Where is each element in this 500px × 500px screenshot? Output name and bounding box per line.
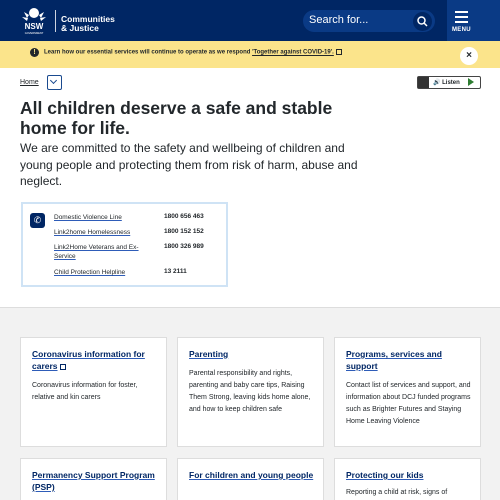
listen-text: Listen: [442, 80, 460, 86]
card-title-children[interactable]: For children and young people: [189, 470, 314, 480]
card-body-protecting: Reporting a child at risk, signs of: [346, 489, 448, 496]
alert-icon: !: [30, 48, 39, 57]
brand-line-2: & Justice: [61, 23, 99, 33]
svg-text:NSW: NSW: [24, 22, 44, 31]
contact-label-homelessness[interactable]: Link2home Homelessness: [54, 229, 131, 236]
card-title-coronavirus[interactable]: [32, 348, 160, 372]
card-title-permanency[interactable]: Permanency Support Program (PSP): [32, 470, 155, 492]
external-link-icon: [60, 364, 66, 370]
external-link-icon: [336, 49, 342, 55]
card-body-coronavirus: Coronavirus information for foster, relative and kin carers: [32, 382, 138, 401]
close-alert-button[interactable]: ×: [460, 47, 478, 65]
contact-label-veterans[interactable]: Link2Home Veterans and Ex-Service: [54, 244, 139, 260]
brand-name[interactable]: [61, 15, 115, 33]
contact-label-child-protection[interactable]: Child Protection Helpline: [54, 269, 126, 276]
card-title-parenting[interactable]: Parenting: [189, 349, 229, 359]
contact-number-child-protection: 13 2111: [164, 268, 187, 275]
card-body-programs: Contact list of services and support, and information about DCJ funded programs such as Brighter Futures and Staying Home Leaving Violence: [346, 382, 471, 425]
logo-divider: [55, 10, 56, 32]
contact-label-domestic-violence[interactable]: Domestic Violence Line: [54, 214, 122, 221]
phone-icon: ✆: [30, 213, 45, 228]
search-placeholder: Search for...: [309, 14, 369, 26]
search-button[interactable]: [413, 12, 432, 31]
alert-text: Learn how our essential services will continue to operate as we respond: [44, 49, 253, 56]
brand-line-1: Communities: [61, 14, 115, 24]
contact-number-homelessness: 1800 152 152: [164, 228, 204, 235]
contact-number-veterans: 1800 326 989: [164, 243, 204, 250]
page-title: All children deserve a safe and stable home for life.: [20, 98, 333, 138]
search-icon: [413, 12, 432, 31]
play-icon[interactable]: [468, 78, 474, 86]
card-title-text: Coronavirus information for carers: [32, 349, 145, 371]
readspeaker-menu-icon[interactable]: [418, 77, 429, 88]
svg-text:GOVERNMENT: GOVERNMENT: [24, 32, 44, 35]
hamburger-icon: [455, 11, 468, 26]
menu-label: MENU: [452, 27, 471, 33]
listen-label: 🔊 Listen: [433, 80, 460, 86]
page-intro: We are committed to the safety and wellbeing of children and young people and protecting them from risk of harm, abuse and neglect.: [20, 141, 358, 188]
nsw-waratah-logo[interactable]: [20, 6, 48, 36]
alert-message: [44, 49, 342, 56]
covid-link[interactable]: 'Together against COVID-19'.: [252, 49, 334, 56]
contact-number-domestic-violence: 1800 656 463: [164, 213, 204, 220]
card-body-parenting: Parental responsibility and rights, parenting and baby care tips, Raising Them Strong, leaving kids home alone, and how to keep children safe: [189, 370, 311, 413]
card-title-protecting[interactable]: Protecting our kids: [346, 470, 424, 480]
card-title-programs[interactable]: Programs, services and support: [346, 349, 442, 371]
breadcrumb-home[interactable]: Home: [20, 79, 39, 86]
